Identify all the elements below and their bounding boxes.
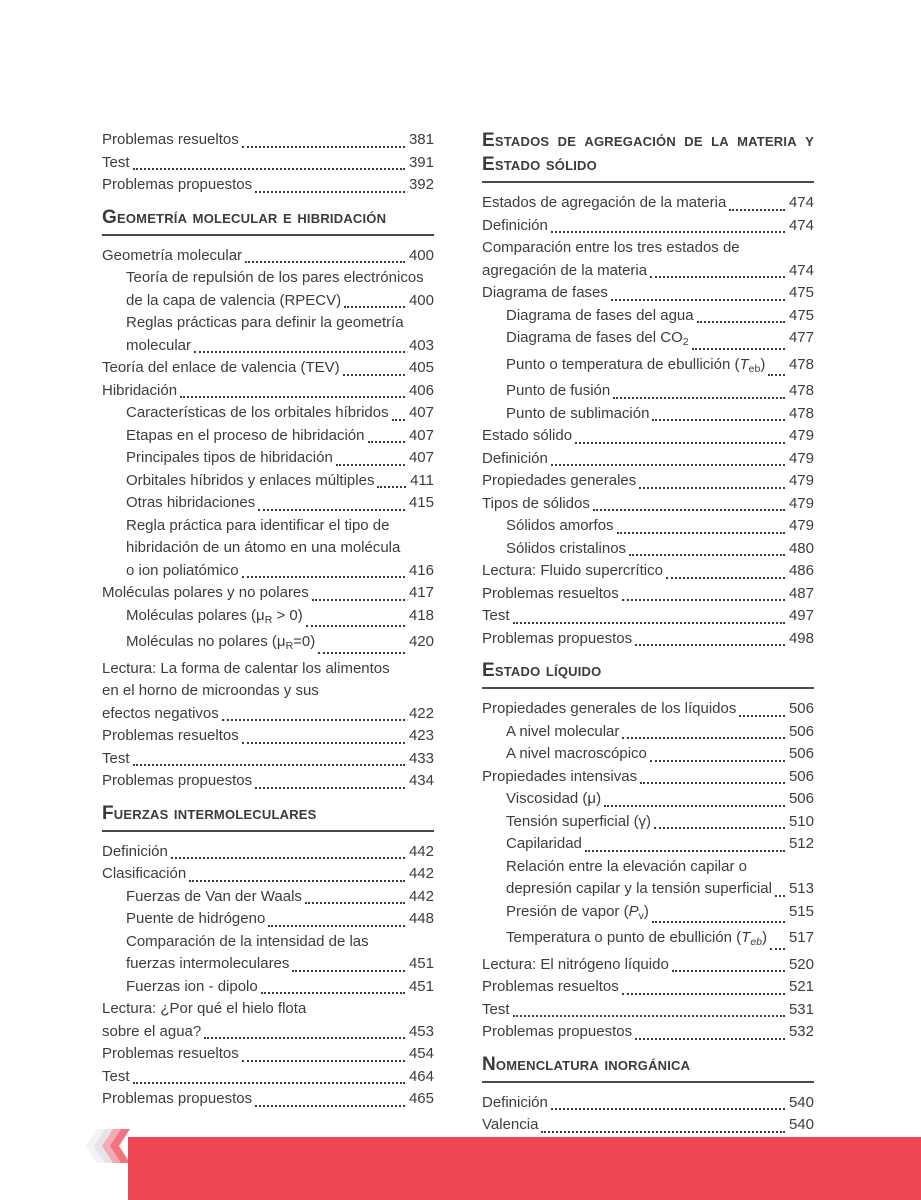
dot-leader [133, 764, 405, 766]
page-number: 403 [408, 336, 434, 354]
toc-entry-label: Relación entre la elevación capilar o [506, 857, 747, 875]
page-number: 521 [788, 978, 814, 995]
toc-entry [482, 856, 814, 879]
toc-entry-label: Características de los orbitales híbridos [126, 404, 389, 421]
dot-leader [604, 805, 785, 807]
toc-entry-label: Comparación entre los tres estados de [482, 239, 740, 256]
page-number: 381 [408, 131, 434, 148]
toc-entry-label: Test [102, 1067, 130, 1085]
dot-leader [258, 509, 405, 511]
toc-entry-label: Viscosidad (μ) [506, 790, 602, 807]
page-number: 433 [408, 749, 434, 767]
section-heading-line: Estados de agregación de la materia y [482, 130, 814, 151]
dot-leader [622, 737, 785, 739]
toc-entry [482, 1021, 814, 1044]
dot-leader [255, 787, 405, 789]
toc-entry [482, 833, 814, 856]
toc-entry-label: Diagrama de fases del $CO_2$ [506, 329, 689, 348]
toc-entry-label: Capilaridad [506, 835, 582, 852]
toc-entry-label: Lectura: Fluido supercrítico [482, 562, 663, 579]
dot-leader [551, 464, 785, 466]
page-number: 506 [788, 790, 814, 807]
toc-entry-label: o ion poliatómico [126, 561, 239, 579]
dot-leader [593, 509, 785, 511]
dot-leader [775, 895, 785, 897]
toc-entry [102, 380, 434, 403]
dot-leader [305, 902, 405, 904]
toc-entry [102, 245, 434, 268]
toc-entry [102, 770, 434, 793]
toc-entry [102, 447, 434, 470]
toc-entry-label: efectos negativos [102, 704, 219, 722]
page-number: 448 [408, 910, 434, 927]
toc-entry [102, 931, 434, 954]
toc-entry [102, 129, 434, 152]
toc-entry-label: Definición [482, 1093, 548, 1111]
toc-entry [102, 582, 434, 605]
dot-leader [242, 1060, 405, 1062]
toc-entry-label: Hibridación [102, 381, 178, 399]
page-number: 487 [788, 584, 814, 602]
toc-entry [102, 605, 434, 632]
page-number: 474 [788, 261, 814, 279]
toc-entry-label: Definición [102, 842, 168, 860]
toc-entry-label: hibridación de un átomo en una molécula [126, 539, 401, 556]
dot-leader [133, 168, 405, 170]
dot-leader [575, 442, 785, 444]
page-number: 474 [788, 194, 814, 211]
toc-entry [482, 628, 814, 651]
toc-entry [482, 583, 814, 606]
dot-leader [255, 1105, 405, 1107]
toc-entry-label: Reglas prácticas para definir la geometría [126, 314, 404, 331]
toc-entry-label: molecular [126, 336, 192, 354]
page-number: 406 [408, 381, 434, 399]
toc-entry [102, 748, 434, 771]
page-number: 478 [788, 404, 814, 422]
toc-entry-label: Puente de hidrógeno [126, 910, 266, 927]
dot-leader [729, 209, 785, 211]
toc-entry-label: Diagrama de fases del agua [506, 306, 694, 324]
toc-entry-label: Moléculas no polares $(\mu_R=0)$ [126, 633, 316, 652]
dot-leader [672, 970, 785, 972]
toc-entry [482, 538, 814, 561]
toc-entry [482, 380, 814, 403]
page-number: 478 [788, 382, 814, 399]
toc-entry-label: Test [102, 749, 130, 767]
toc-entry [102, 908, 434, 931]
page-number: 486 [788, 562, 814, 579]
toc-entry-label: de la capa de valencia (RPECV) [126, 291, 342, 309]
toc-entry-label: Problemas propuestos [102, 1090, 253, 1107]
toc-entry [102, 537, 434, 560]
dot-leader [585, 850, 785, 852]
dot-leader [666, 577, 785, 579]
dot-leader [171, 857, 405, 859]
dot-leader [242, 576, 405, 578]
toc-entry [102, 703, 434, 726]
footer-red-bar [128, 1137, 921, 1200]
page-number: 475 [788, 284, 814, 301]
dot-leader [255, 191, 405, 193]
toc-entry-label: Moléculas polares y no polares [102, 584, 309, 601]
toc-entry-label: A nivel molecular [506, 722, 620, 740]
toc-entry [482, 305, 814, 328]
toc-entry-label: Problemas propuestos [482, 629, 633, 647]
page-number: 515 [788, 902, 814, 920]
page-number: 391 [408, 153, 434, 171]
toc-entry [482, 425, 814, 448]
toc-entry [482, 766, 814, 789]
page-number: 520 [788, 955, 814, 973]
dot-leader [261, 992, 405, 994]
dot-leader [242, 742, 405, 744]
page-number: 464 [408, 1067, 434, 1085]
page-number: 479 [788, 517, 814, 534]
page-number: 400 [408, 291, 434, 309]
toc-entry [482, 788, 814, 811]
page-number: 478 [788, 355, 814, 373]
toc-entry-label: Problemas resueltos [102, 131, 239, 148]
section-heading-line: Estado líquido [482, 660, 602, 681]
dot-leader [635, 644, 785, 646]
toc-entry-label: Punto o temperatura de ebullición $(T_{eb})$ [506, 355, 766, 375]
toc-entry [482, 327, 814, 354]
toc-entry-label: Problemas propuestos [102, 176, 253, 193]
toc-entry [482, 282, 814, 305]
dot-leader [697, 321, 785, 323]
toc-entry [102, 357, 434, 380]
toc-entry-label: Lectura: La forma de calentar los alimentos [102, 659, 390, 677]
toc-entry [102, 1088, 434, 1111]
toc-entry [102, 1021, 434, 1044]
page-number: 422 [408, 704, 434, 722]
toc-entry-label: Estados de agregación de la materia [482, 194, 727, 211]
dot-leader [640, 782, 785, 784]
toc-entry [482, 954, 814, 977]
dot-leader [770, 948, 785, 950]
dot-leader [180, 396, 405, 398]
toc-entry-label: Problemas propuestos [482, 1023, 633, 1040]
toc-entry [102, 725, 434, 748]
dot-leader [189, 880, 405, 882]
triple-chevron-left-icon [86, 1129, 130, 1163]
toc-entry-label: Sólidos cristalinos [506, 539, 627, 557]
toc-entry [102, 886, 434, 909]
toc-entry [102, 631, 434, 658]
toc-entry [482, 1114, 814, 1137]
toc-entry-label: Estado sólido [482, 427, 573, 444]
toc-entry [482, 403, 814, 426]
page-number: 434 [408, 772, 434, 789]
dot-leader [377, 486, 406, 488]
toc-entry-label: Problemas resueltos [482, 584, 619, 602]
toc-entry-label: Geometría molecular [102, 246, 243, 264]
toc-entry-label: agregación de la materia [482, 261, 648, 279]
toc-entry [482, 493, 814, 516]
toc-entry-label: en el horno de microondas y sus [102, 682, 319, 699]
toc-entry-label: Clasificación [102, 865, 187, 882]
toc-entry [102, 267, 434, 290]
toc-entry [102, 152, 434, 175]
page-number: 405 [408, 359, 434, 376]
toc-entry-label: Presión de vapor $(P_v)$ [506, 902, 649, 922]
toc-entry [482, 901, 814, 928]
toc-entry [482, 260, 814, 283]
dot-leader [629, 554, 785, 556]
toc-entry [102, 1066, 434, 1089]
toc-entry-label: Problemas resueltos [102, 1045, 239, 1062]
section-heading [482, 129, 814, 183]
toc-entry [102, 841, 434, 864]
dot-leader [652, 921, 785, 923]
page-number: 517 [788, 929, 814, 946]
toc-entry [482, 448, 814, 471]
page-number: 451 [408, 955, 434, 972]
dot-leader [551, 1108, 785, 1110]
dot-leader [204, 1037, 405, 1039]
toc-column-right [482, 129, 814, 1182]
page-number: 479 [788, 494, 814, 512]
toc-entry-label: Test [482, 1000, 510, 1018]
toc-entry [482, 698, 814, 721]
section-heading-line: Fuerzas intermoleculares [102, 802, 317, 824]
section-heading [482, 659, 814, 689]
page-number: 506 [788, 700, 814, 717]
page-number: 506 [788, 745, 814, 762]
page-number: 474 [788, 216, 814, 234]
toc-entry-label: Valencia [482, 1116, 539, 1133]
dot-leader [739, 715, 785, 717]
page-number: 540 [788, 1093, 814, 1111]
toc-column-left [102, 129, 434, 1111]
toc-entry [102, 976, 434, 999]
toc-entry [482, 470, 814, 493]
dot-leader [242, 146, 405, 148]
page-number: 512 [788, 835, 814, 852]
toc-entry [102, 335, 434, 358]
dot-leader [194, 351, 405, 353]
dot-leader [617, 532, 785, 534]
toc-entry-label: Problemas resueltos [102, 727, 239, 744]
toc-entry [482, 999, 814, 1022]
dot-leader [635, 1038, 785, 1040]
dot-leader [768, 374, 785, 376]
dot-leader [551, 231, 785, 233]
toc-entry-label: sobre el agua? [102, 1022, 202, 1040]
toc-entry [482, 192, 814, 215]
dot-leader [613, 397, 785, 399]
toc-entry-label: Lectura: El nitrógeno líquido [482, 955, 669, 973]
page-number: 442 [408, 887, 434, 905]
page-number: 418 [408, 606, 434, 624]
toc-entry-label: Regla práctica para identificar el tipo de [126, 516, 390, 534]
toc-entry-label: Teoría del enlace de valencia (TEV) [102, 359, 340, 376]
toc-entry-label: depresión capilar y la tensión superficial [506, 880, 772, 897]
page-number: 400 [408, 246, 434, 264]
dot-leader [312, 599, 405, 601]
page-number: 415 [408, 494, 434, 511]
toc-entry [482, 1092, 814, 1115]
toc-entry-label: Problemas resueltos [482, 978, 619, 995]
page-number: 407 [408, 426, 434, 444]
toc-entry [102, 658, 434, 681]
toc-entry-label: Fuerzas de Van der Waals [126, 887, 302, 905]
page-number: 411 [410, 471, 434, 489]
dot-leader [245, 261, 405, 263]
toc-entry [102, 560, 434, 583]
dot-leader [344, 306, 405, 308]
dot-leader [692, 348, 785, 350]
toc-entry-label: Definición [482, 449, 548, 467]
toc-entry [482, 515, 814, 538]
toc-entry-label: Propiedades generales de los líquidos [482, 700, 737, 717]
dot-leader [622, 993, 785, 995]
toc-entry [482, 721, 814, 744]
page-number: 407 [408, 449, 434, 466]
page-number: 498 [788, 629, 814, 647]
page-number: 423 [408, 727, 434, 744]
toc-entry [482, 878, 814, 901]
dot-leader [513, 622, 785, 624]
dot-leader [622, 599, 785, 601]
toc-entry [102, 402, 434, 425]
toc-entry-label: Otras hibridaciones [126, 494, 256, 511]
dot-leader [306, 625, 405, 627]
page-number: 513 [788, 880, 814, 897]
page-number: 532 [788, 1023, 814, 1040]
toc-entry-label: Tipos de sólidos [482, 494, 590, 512]
toc-entry-label: Teoría de repulsión de los pares electrónicos [126, 269, 424, 286]
toc-entry-label: Problemas propuestos [102, 772, 253, 789]
toc-entry-label: Punto de sublimación [506, 404, 650, 422]
toc-entry-label: Temperatura o punto de ebullición $(T_{eb})$ [506, 929, 768, 948]
section-heading [482, 1053, 814, 1083]
dot-leader [654, 827, 785, 829]
section-heading-line: Estado sólido [482, 154, 597, 175]
toc-entry-label: Propiedades generales [482, 472, 637, 489]
page-number: 510 [788, 812, 814, 830]
page-number: 479 [788, 472, 814, 489]
page-number: 497 [788, 607, 814, 624]
toc-entry [102, 863, 434, 886]
toc-entry [102, 680, 434, 703]
page-number: 475 [788, 306, 814, 324]
toc-entry-label: Orbitales híbridos y enlaces múltiples [126, 471, 375, 489]
toc-entry [102, 470, 434, 493]
toc-entry-label: Sólidos amorfos [506, 517, 614, 534]
page-number: 417 [408, 584, 434, 601]
page-number: 392 [408, 176, 434, 193]
dot-leader [650, 760, 785, 762]
toc-entry [102, 515, 434, 538]
toc-entry-label: Tensión superficial (γ) [506, 812, 652, 830]
page-number: 479 [788, 449, 814, 467]
dot-leader [650, 276, 785, 278]
toc-entry [102, 174, 434, 197]
page-number: 454 [408, 1045, 434, 1062]
toc-entry-label: Propiedades intensivas [482, 767, 638, 785]
toc-entry-label: Test [102, 153, 130, 171]
dot-leader [611, 299, 785, 301]
page-number: 420 [408, 633, 434, 650]
toc-entry [102, 1043, 434, 1066]
page-number: 451 [408, 977, 434, 995]
toc-entry [482, 743, 814, 766]
section-heading-line: Nomenclatura inorgánica [482, 1053, 691, 1075]
dot-leader [318, 652, 405, 654]
toc-entry [482, 927, 814, 954]
dot-leader [392, 419, 405, 421]
page-number: 465 [408, 1090, 434, 1107]
toc-entry [482, 976, 814, 999]
page-number: 540 [788, 1116, 814, 1133]
toc-entry-label: fuerzas intermoleculares [126, 955, 290, 972]
page-number: 477 [788, 329, 814, 346]
toc-entry-label: Comparación de la intensidad de las [126, 932, 369, 950]
toc-entry [102, 312, 434, 335]
page-number: 453 [408, 1022, 434, 1040]
toc-entry-label: Punto de fusión [506, 382, 611, 399]
toc-entry-label: Definición [482, 216, 548, 234]
toc-entry-label: Etapas en el proceso de hibridación [126, 426, 365, 444]
page-number: 416 [408, 561, 434, 579]
toc-entry [482, 237, 814, 260]
section-heading-line: Geometría molecular e hibridación [102, 206, 387, 228]
section-heading [102, 802, 434, 832]
page-number: 506 [788, 722, 814, 740]
toc-entry [102, 998, 434, 1021]
dot-leader [368, 441, 405, 443]
toc-entry [482, 354, 814, 381]
toc-entry-label: Lectura: ¿Por qué el hielo flota [102, 1000, 307, 1017]
toc-entry-label: Principales tipos de hibridación [126, 449, 333, 466]
toc-entry [102, 290, 434, 313]
page-number: 480 [788, 539, 814, 557]
toc-entry [102, 953, 434, 976]
toc-entry-label: Diagrama de fases [482, 284, 608, 301]
toc-entry-label: Fuerzas ion - dipolo [126, 977, 258, 995]
page-number: 442 [408, 865, 434, 882]
dot-leader [292, 970, 405, 972]
dot-leader [541, 1131, 785, 1133]
toc-entry [482, 811, 814, 834]
toc-entry [482, 560, 814, 583]
dot-leader [222, 719, 405, 721]
dot-leader [513, 1015, 785, 1017]
page-number: 407 [408, 404, 434, 421]
page-number: 531 [788, 1000, 814, 1018]
dot-leader [336, 464, 405, 466]
toc-entry-label: Moléculas polares $(\mu_R > 0)$ [126, 606, 303, 626]
toc-entry [482, 215, 814, 238]
section-heading [102, 206, 434, 236]
page-number: 479 [788, 427, 814, 444]
dot-leader [268, 925, 405, 927]
page-number: 506 [788, 767, 814, 785]
toc-entry [102, 425, 434, 448]
toc-entry-label: Test [482, 607, 510, 624]
dot-leader [652, 419, 785, 421]
dot-leader [133, 1082, 405, 1084]
toc-entry-label: A nivel macroscópico [506, 745, 647, 762]
page-number: 442 [408, 842, 434, 860]
toc-entry [102, 492, 434, 515]
dot-leader [343, 374, 405, 376]
toc-entry [482, 605, 814, 628]
dot-leader [639, 487, 785, 489]
